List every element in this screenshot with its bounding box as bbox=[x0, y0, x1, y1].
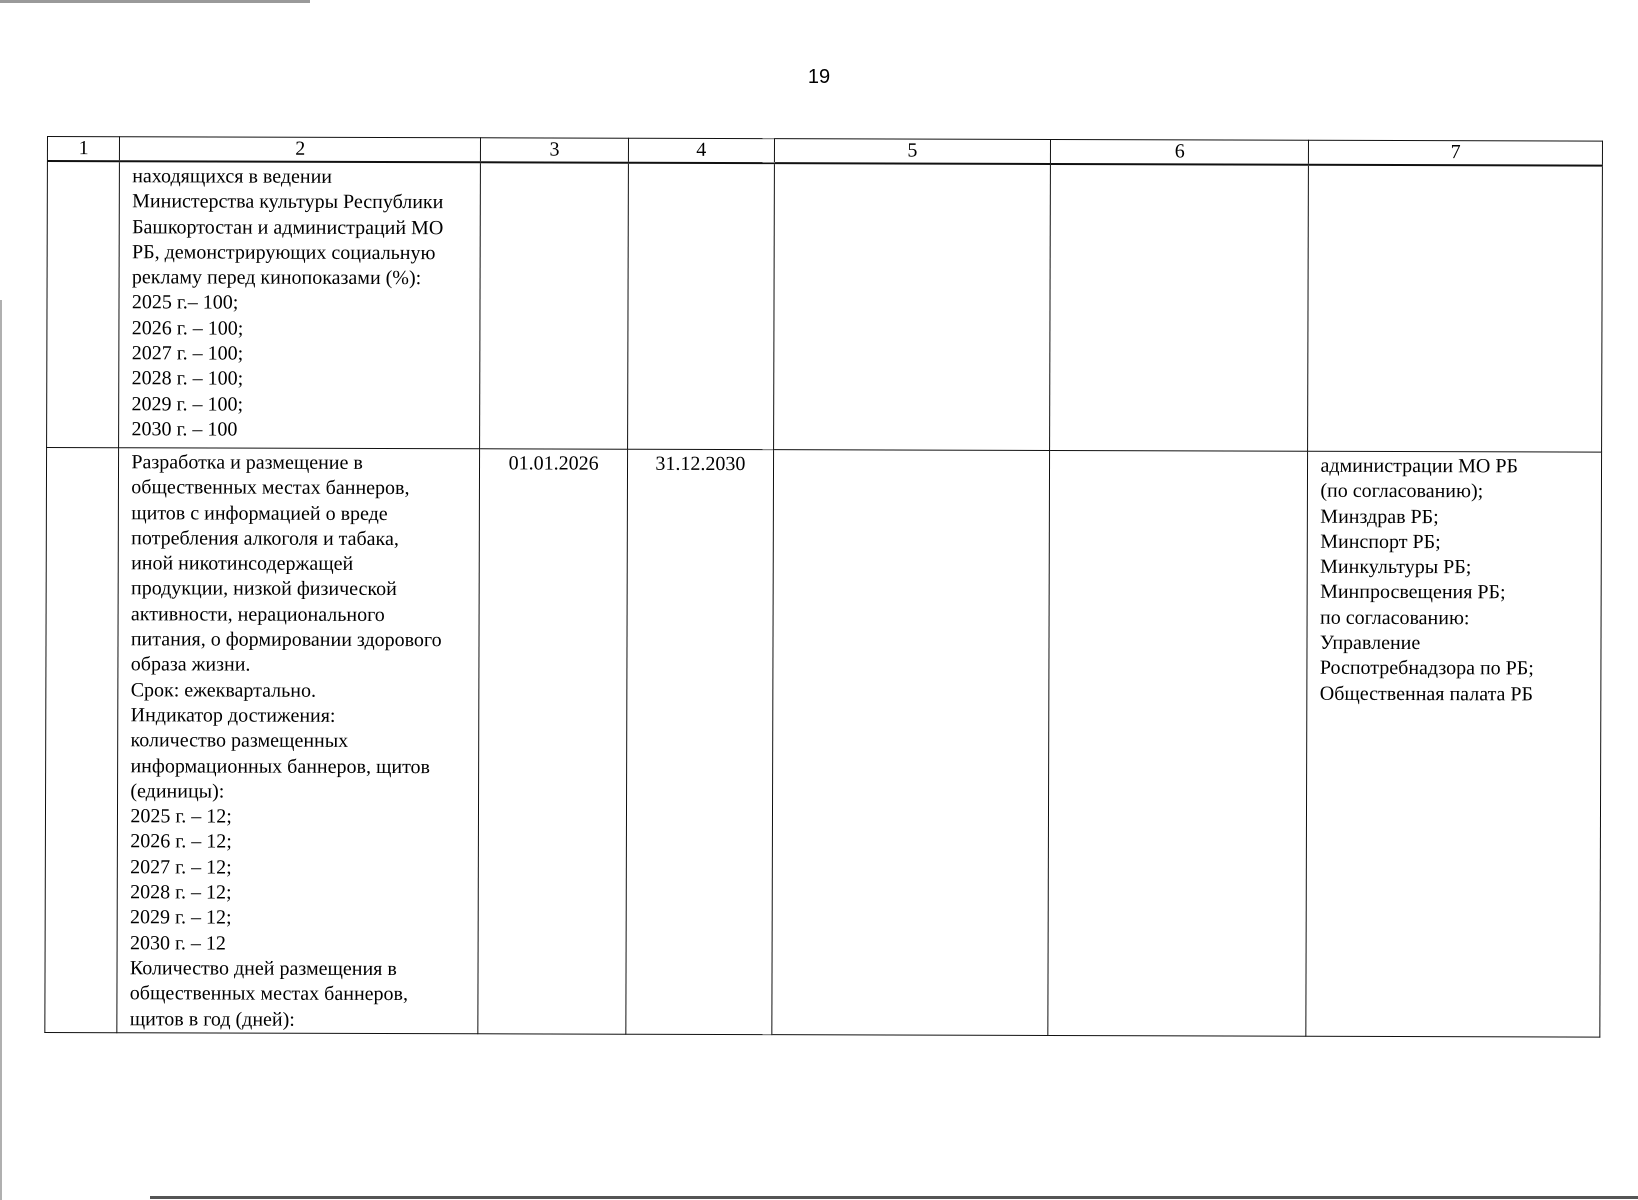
text-line: образа жизни. bbox=[130, 653, 251, 676]
column-header-2: 2 bbox=[120, 137, 481, 163]
text-line: Количество дней размещения в bbox=[129, 957, 397, 980]
text-line: РБ, демонстрирующих социальную bbox=[131, 241, 436, 265]
text-line: Индикатор достижения: bbox=[130, 704, 336, 727]
text-line: 2029 г. – 100; bbox=[131, 392, 244, 416]
text-line: 2028 г. – 100; bbox=[131, 367, 244, 390]
text-line: общественных местах баннеров, bbox=[129, 982, 409, 1006]
document-table bbox=[44, 136, 1603, 1037]
row1-cell-start-date bbox=[480, 162, 629, 449]
text-line: Разработка и размещение в bbox=[131, 451, 363, 474]
text-line: 2027 г. – 12; bbox=[130, 856, 232, 879]
text-line: Минкультуры РБ; bbox=[1320, 555, 1472, 579]
text-line: активности, нерационального bbox=[130, 603, 385, 626]
text-line: общественных местах баннеров, bbox=[131, 476, 410, 500]
text-line: находящихся в ведении bbox=[132, 165, 333, 188]
text-line: иной никотинсодержащей bbox=[131, 552, 354, 576]
text-line: 2028 г. – 12; bbox=[130, 881, 232, 904]
text-line: потребления алкоголя и табака, bbox=[131, 527, 399, 550]
text-line: 2026 г. – 12; bbox=[130, 830, 232, 854]
row2-description-lines bbox=[130, 450, 474, 1033]
row2-cell-col5 bbox=[772, 450, 1050, 1036]
row2-responsible-lines bbox=[1320, 454, 1595, 708]
column-header-1: 1 bbox=[47, 137, 119, 162]
text-line: Управление bbox=[1319, 631, 1421, 655]
text-line: 2027 г. – 100; bbox=[131, 342, 244, 365]
scan-edge-bottom bbox=[150, 1196, 1638, 1199]
column-header-4: 4 bbox=[628, 138, 774, 163]
row2-cell-end-date: 31.12.2030 bbox=[626, 449, 773, 1034]
text-line: Минздрав РБ; bbox=[1320, 505, 1439, 528]
text-line: Минспорт РБ; bbox=[1320, 530, 1441, 554]
scan-edge-top bbox=[0, 0, 310, 3]
text-line: Министерства культуры Республики bbox=[132, 190, 444, 214]
column-header-7: 7 bbox=[1309, 140, 1603, 165]
column-header-3: 3 bbox=[481, 138, 629, 163]
text-line: 2029 г. – 12; bbox=[130, 906, 232, 929]
text-line: 2030 г. – 100 bbox=[131, 418, 238, 441]
row2-cell-responsible bbox=[1306, 451, 1601, 1037]
row2-cell-number bbox=[45, 448, 119, 1033]
table-row bbox=[47, 161, 1603, 452]
page-number: 19 bbox=[807, 66, 831, 88]
column-header-6: 6 bbox=[1051, 139, 1309, 164]
text-line: 2030 г. – 12 bbox=[129, 931, 226, 955]
text-line: по согласованию: bbox=[1319, 606, 1470, 630]
row2-cell-col6 bbox=[1048, 450, 1308, 1036]
row2-cell-description bbox=[117, 448, 480, 1034]
row1-cell-responsible bbox=[1308, 165, 1602, 452]
text-line: Роспотребнадзора по РБ; bbox=[1319, 657, 1534, 680]
row1-cell-description bbox=[119, 161, 481, 449]
row2-cell-start-date: 01.01.2026 bbox=[478, 449, 627, 1034]
row1-cell-number bbox=[47, 161, 120, 448]
text-line: Минпросвещения РБ; bbox=[1320, 581, 1506, 604]
column-header-5: 5 bbox=[774, 139, 1050, 164]
row1-cell-col5 bbox=[773, 163, 1050, 450]
text-line: количество размещенных bbox=[130, 729, 349, 753]
text-line: Башкортостан и администраций МО bbox=[132, 215, 444, 239]
scan-edge-left bbox=[0, 300, 2, 1200]
text-line: продукции, низкой физической bbox=[130, 577, 397, 601]
text-line: информационных баннеров, щитов bbox=[130, 754, 431, 778]
text-line: (по согласованию); bbox=[1320, 480, 1484, 503]
text-line: Общественная палата РБ bbox=[1319, 682, 1534, 706]
table-row bbox=[45, 448, 1602, 1037]
text-line: 2025 г.– 100; bbox=[131, 291, 239, 315]
text-line: 2026 г. – 100; bbox=[131, 317, 244, 340]
row1-description-lines bbox=[131, 164, 474, 443]
text-line: щитов в год (дней): bbox=[129, 1007, 295, 1031]
text-line: Срок: ежеквартально. bbox=[130, 678, 317, 702]
row1-cell-end-date bbox=[628, 163, 775, 450]
text-line: щитов с информацией о вреде bbox=[131, 501, 388, 525]
text-line: питания, о формировании здорового bbox=[130, 628, 442, 652]
row1-responsible-lines bbox=[1321, 168, 1596, 169]
row1-cell-col6 bbox=[1050, 164, 1309, 451]
text-line: 2025 г. – 12; bbox=[130, 805, 232, 828]
text-line: (единицы): bbox=[130, 780, 225, 803]
text-line: рекламу перед кинопоказами (%): bbox=[131, 266, 422, 290]
text-line: администрации МО РБ bbox=[1320, 454, 1518, 478]
